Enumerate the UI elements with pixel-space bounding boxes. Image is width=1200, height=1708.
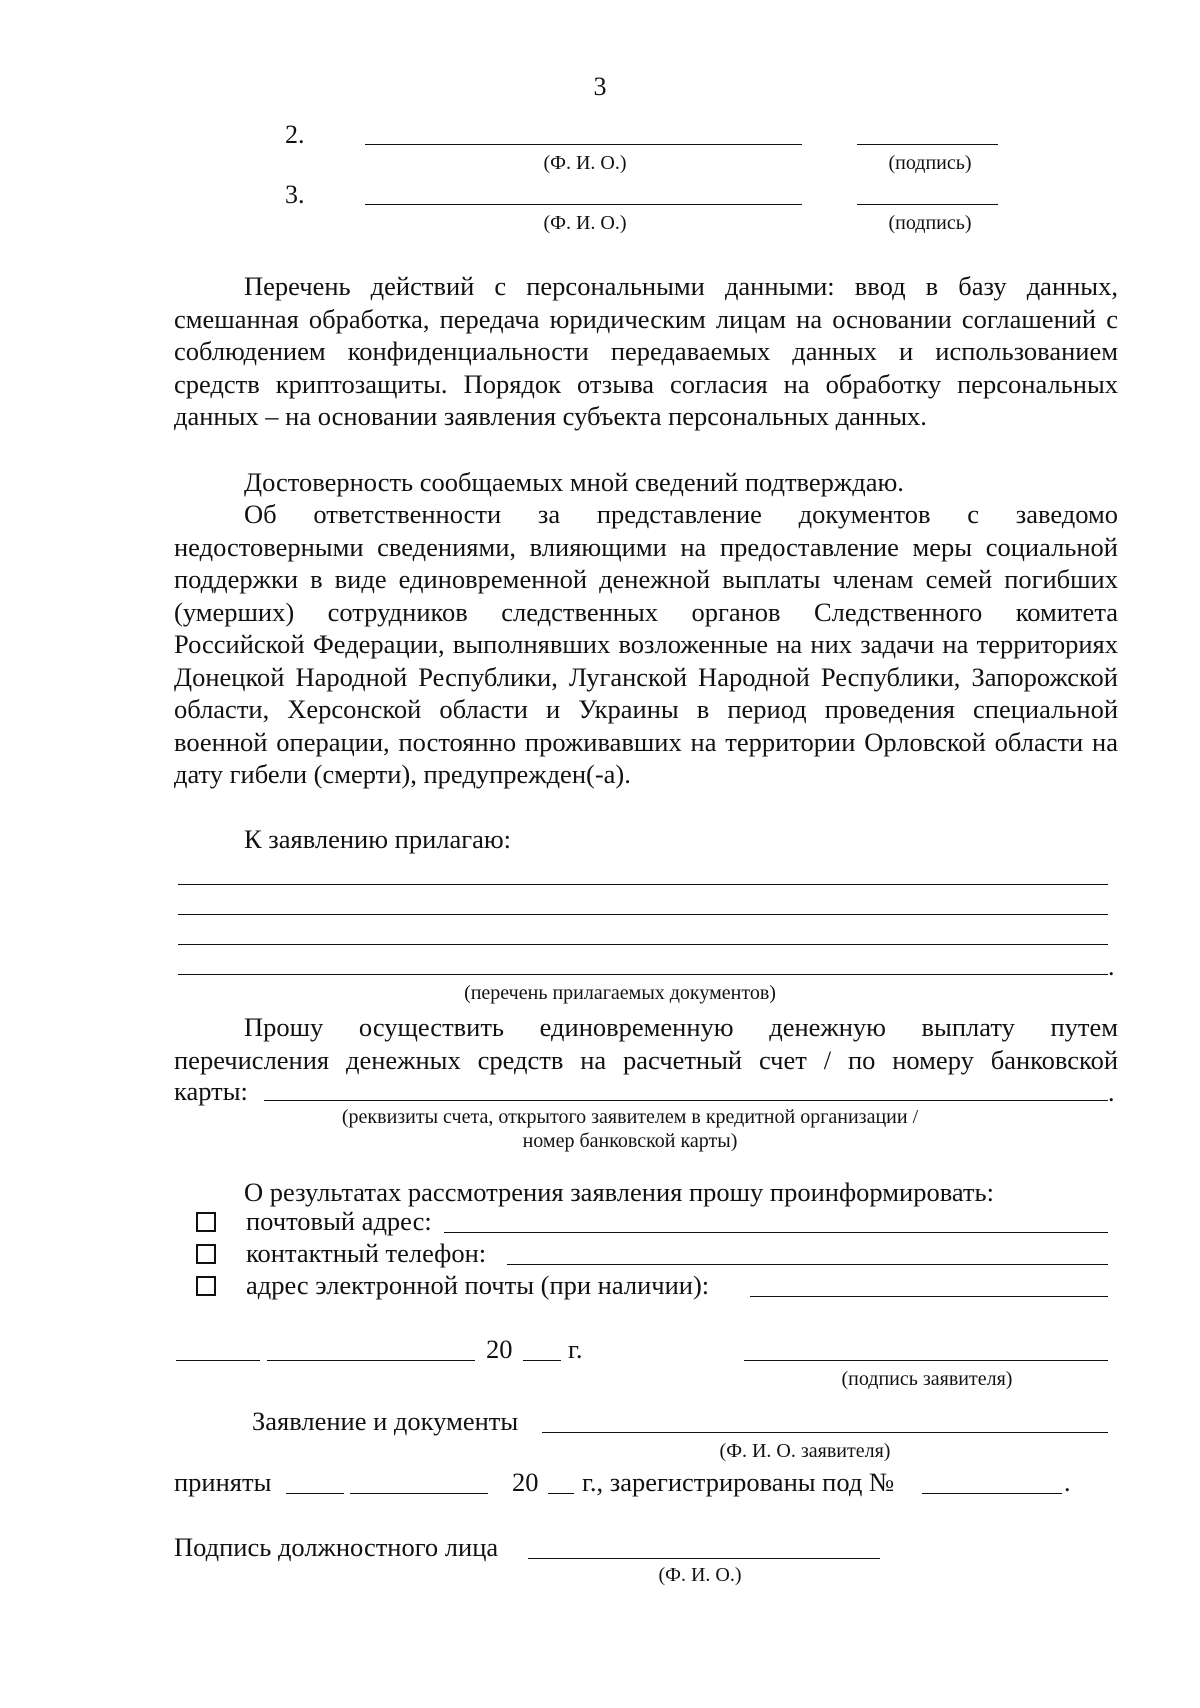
year-suffix: г. <box>568 1334 583 1364</box>
actions-paragraph: Перечень действий с персональными данными: ввод в базу данных, смешанная обработка, передача юридическим лицам на основании соглашений с соблюдением конфиденциальности передаваемых данных и использованием средств криптозащиты. Порядок отзыва согласия на обработку персональных данных – на основании заявления субъекта персональных данных. <box>174 271 1118 431</box>
payment-card-label: карты: <box>174 1076 248 1106</box>
applicant-signature-line[interactable] <box>744 1360 1108 1361</box>
email-label: адрес электронной почты (при наличии): <box>246 1270 710 1300</box>
attach-paragraph: К заявлению прилагаю: <box>244 824 512 854</box>
signer-signature-line[interactable] <box>857 204 998 205</box>
page-number: 3 <box>593 72 607 101</box>
attachment-caption: (перечень прилагаемых документов) <box>464 982 776 1004</box>
confirm-paragraph: Достоверность сообщаемых мной сведений подтверждаю. <box>244 467 904 497</box>
payment-caption: номер банковской карты) <box>522 1130 738 1152</box>
signer-number: 2. <box>285 120 305 149</box>
year-prefix: 20 <box>486 1334 513 1364</box>
attachment-line[interactable] <box>178 914 1108 915</box>
fio-caption: (Ф. И. О.) <box>543 212 627 234</box>
accepted-label: приняты <box>174 1467 272 1497</box>
official-signature-label: Подпись должностного лица <box>174 1532 499 1562</box>
accepted-month-line[interactable] <box>350 1493 488 1494</box>
payment-caption: (реквизиты счета, открытого заявителем в кредитной организации / <box>341 1106 919 1128</box>
date-month-line[interactable] <box>267 1360 475 1361</box>
accepted-year-line[interactable] <box>548 1493 574 1494</box>
accepted-year-prefix: 20 <box>512 1467 539 1497</box>
official-caption: (Ф. И. О.) <box>658 1564 742 1586</box>
date-day-line[interactable] <box>176 1360 260 1361</box>
phone-checkbox[interactable] <box>196 1244 216 1264</box>
applicant-fio-line[interactable] <box>542 1432 1108 1433</box>
signer-number: 3. <box>285 180 305 209</box>
responsibility-paragraph: Об ответственности за представление документов с заведомо недостоверными сведениями, влияющими на предоставление меры социальной поддержки в виде единовременной денежной выплаты членам семей погибших (умерших) сотрудников следственных органов Следственного комитета Российской Федерации, выполнявших возложенные на них задачи на территориях Донецкой Народной Республики, Луганской Народной Республики, Запорожской области, Херсонской области и Украины в период проведения специальной военной операции, постоянно проживавших на территории Орловской области на дату гибели (смерти), предупрежден(-а). <box>174 499 1118 789</box>
signer-fio-line[interactable] <box>365 204 802 205</box>
signer-fio-line[interactable] <box>365 144 802 145</box>
applicant-signature-caption: (подпись заявителя) <box>841 1368 1013 1390</box>
attachment-line[interactable] <box>178 944 1108 945</box>
fio-caption: (Ф. И. О.) <box>543 152 627 174</box>
phone-label: контактный телефон: <box>246 1238 487 1268</box>
phone-line[interactable] <box>507 1264 1108 1265</box>
attachment-line[interactable] <box>178 884 1108 885</box>
applicant-fio-caption: (Ф. И. О. заявителя) <box>719 1440 891 1462</box>
attachment-line[interactable] <box>178 974 1108 975</box>
email-line[interactable] <box>750 1296 1108 1297</box>
signer-signature-line[interactable] <box>857 144 998 145</box>
inform-paragraph: О результатах рассмотрения заявления прошу проинформировать: <box>244 1177 994 1207</box>
date-year-line[interactable] <box>523 1360 561 1361</box>
signature-caption: (подпись) <box>888 212 972 234</box>
official-signature-line[interactable] <box>528 1558 880 1559</box>
payment-paragraph: Прошу осуществить единовременную денежную выплату путем перечисления денежных средств на расчетный счет / по номеру банковской <box>174 1012 1118 1075</box>
acceptance-label: Заявление и документы <box>252 1406 519 1436</box>
postal-address-label: почтовый адрес: <box>246 1206 432 1236</box>
email-checkbox[interactable] <box>196 1276 216 1296</box>
postal-address-checkbox[interactable] <box>196 1212 216 1232</box>
postal-address-line[interactable] <box>444 1232 1108 1233</box>
registration-number-line[interactable] <box>922 1493 1062 1494</box>
payment-details-line[interactable] <box>264 1100 1108 1101</box>
registered-label: г., зарегистрированы под № <box>582 1467 895 1497</box>
signature-caption: (подпись) <box>888 152 972 174</box>
accepted-day-line[interactable] <box>286 1493 344 1494</box>
